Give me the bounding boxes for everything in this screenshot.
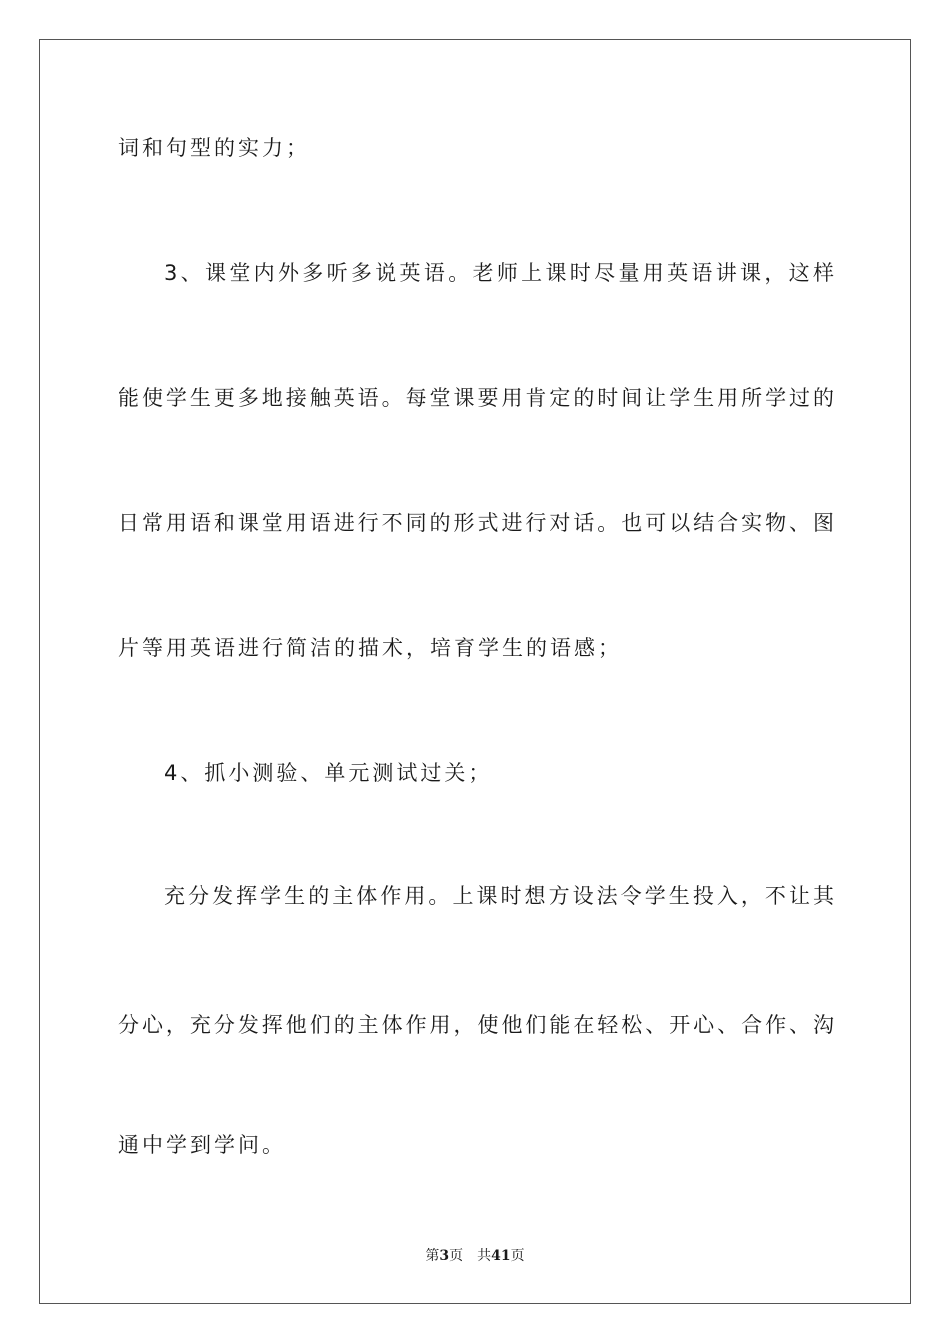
body-text-line: 词和句型的实力； <box>118 136 310 160</box>
total-pages: 41 <box>491 1248 511 1264</box>
body-text-line: 能使学生更多地接触英语。每堂课要用肯定的时间让学生用所学过的 <box>118 386 834 410</box>
body-text-line: 充分发挥学生的主体作用。上课时想方设法令学生投入，不让其 <box>164 884 834 908</box>
body-text-line: 4、抓小测验、单元测试过关； <box>164 761 493 785</box>
page-footer <box>0 1246 950 1266</box>
body-text-line: 分心，充分发挥他们的主体作用，使他们能在轻松、开心、合作、沟 <box>118 1013 834 1037</box>
page-suffix: 页 <box>449 1248 464 1264</box>
body-text-line: 3、课堂内外多听多说英语。老师上课时尽量用英语讲课，这样 <box>164 261 834 285</box>
page-number: 3 <box>439 1248 450 1264</box>
total-prefix: 共 <box>477 1248 492 1264</box>
total-suffix: 页 <box>510 1248 525 1264</box>
body-text-line: 片等用英语进行简洁的描术，培育学生的语感； <box>118 636 622 660</box>
body-text-line: 通中学到学问。 <box>118 1133 286 1157</box>
page-prefix: 第 <box>425 1248 440 1264</box>
body-text-line: 日常用语和课堂用语进行不同的形式进行对话。也可以结合实物、图 <box>118 511 834 535</box>
page-border <box>39 39 911 1304</box>
